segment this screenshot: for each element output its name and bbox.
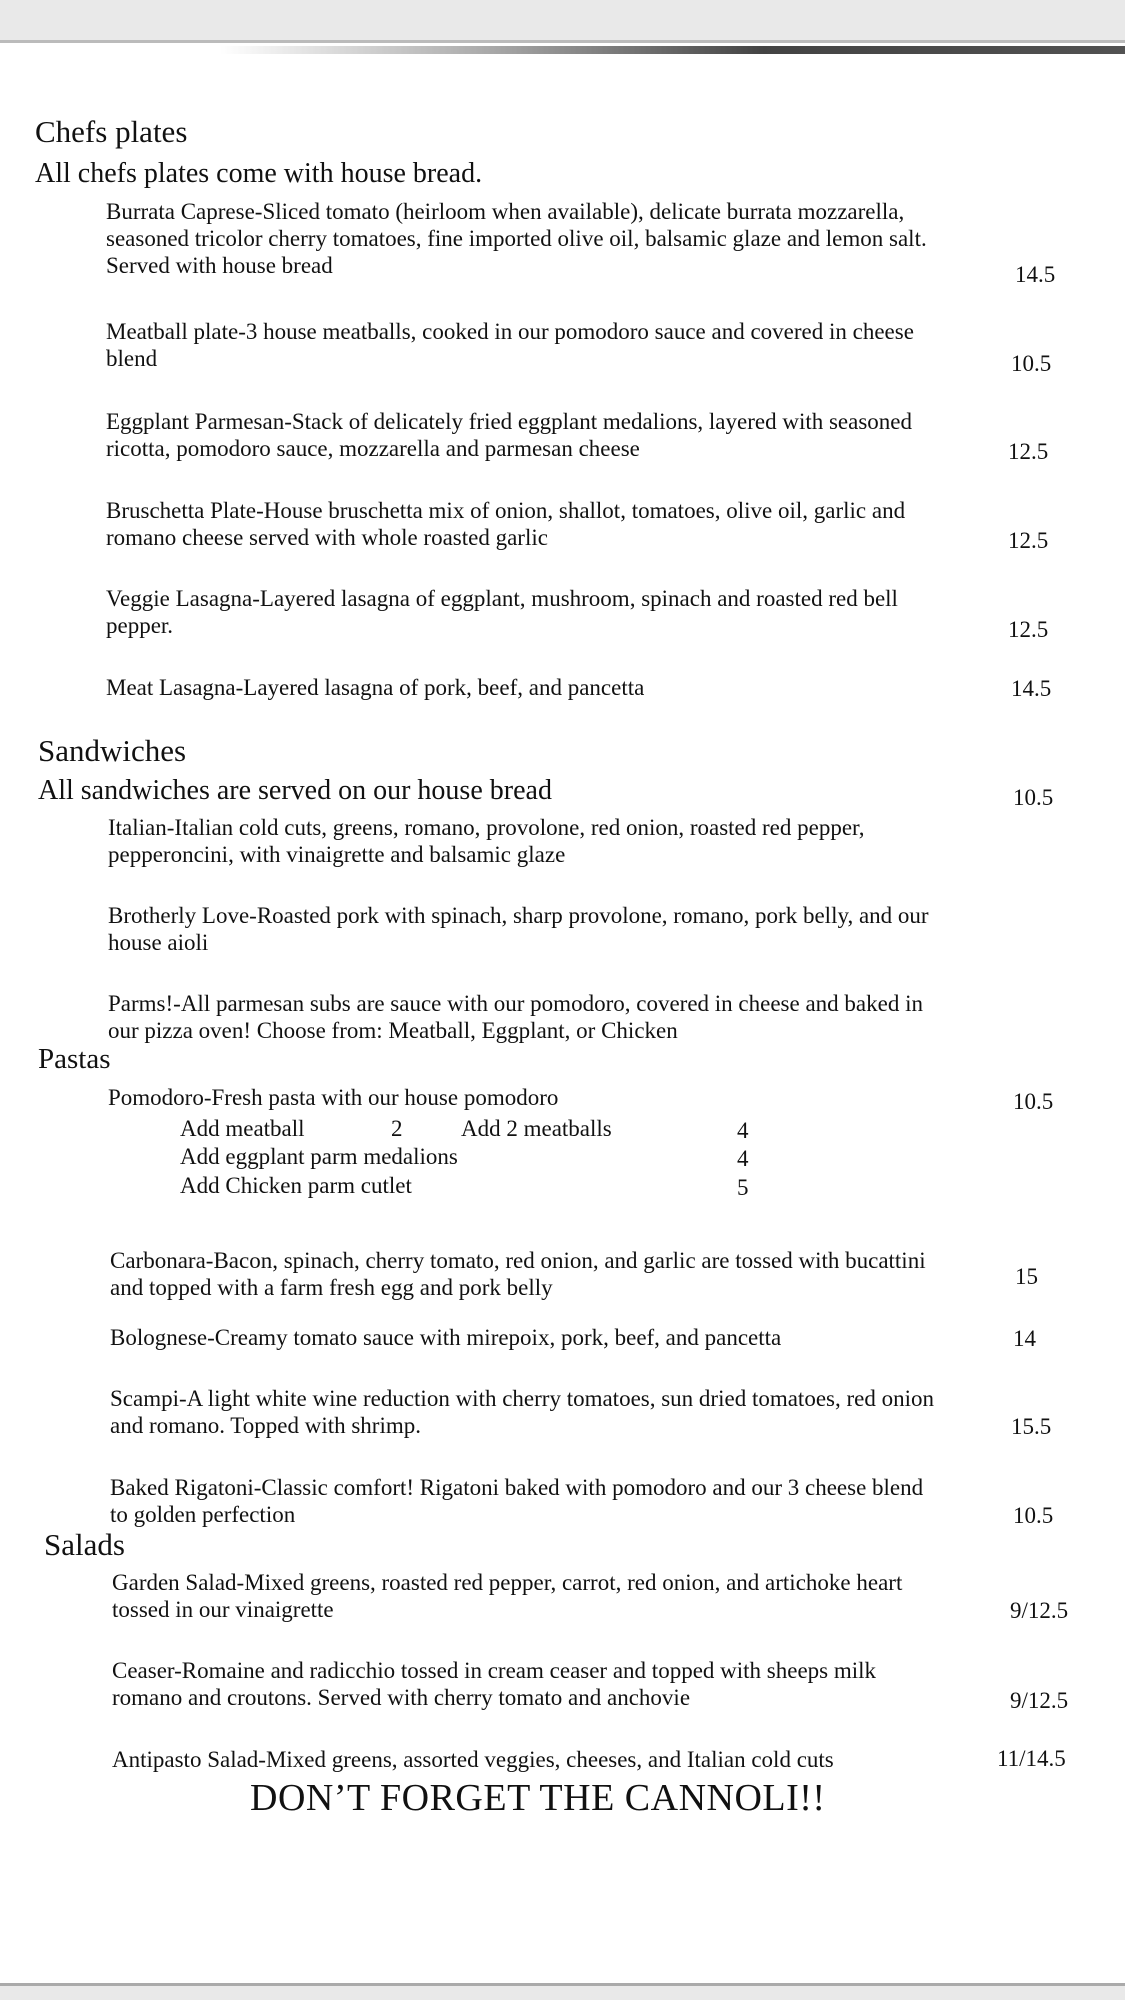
- menu-item: Bolognese-Creamy tomato sauce with mirepoix, pork, beef, and pancetta: [110, 1325, 782, 1350]
- menu-item: Antipasto Salad-Mixed greens, assorted veggies, cheeses, and Italian cold cuts: [112, 1747, 834, 1772]
- item-price: 15: [1015, 1264, 1038, 1289]
- item-price: 14: [1013, 1326, 1036, 1351]
- item-price: 12.5: [1008, 439, 1049, 464]
- chefs-intro: All chefs plates come with house bread.: [35, 158, 483, 189]
- closing-slogan: DON’T FORGET THE CANNOLI!!: [250, 1777, 826, 1819]
- item-price: 10.5: [1011, 351, 1052, 376]
- menu-item: Veggie Lasagna-Layered lasagna of eggplant, mushroom, spinach and roasted red bell pepper.: [106, 586, 898, 638]
- menu-item: Meatball plate-3 house meatballs, cooked in our pomodoro sauce and covered in cheese blend: [106, 319, 914, 371]
- addon-price: 5: [737, 1175, 749, 1200]
- item-price: 12.5: [1008, 528, 1049, 553]
- menu-item: Eggplant Parmesan-Stack of delicately fried eggplant medalions, layered with seasoned ricotta, pomodoro sauce, mozzarella and parmesan cheese: [106, 409, 913, 461]
- menu-item: Italian-Italian cold cuts, greens, romano, provolone, red onion, roasted red pepper, pepperoncini, with vinaigrette and balsamic glaze: [108, 815, 865, 867]
- top-scan-border: [0, 0, 1125, 43]
- bottom-scan-border: [0, 1983, 1125, 2000]
- menu-item: Ceaser-Romaine and radicchio tossed in cream ceaser and topped with sheeps milk romano and croutons. Served with cherry tomato and anchovie: [112, 1658, 877, 1710]
- addon-label: Add meatball: [180, 1116, 305, 1141]
- menu-item: Bruschetta Plate-House bruschetta mix of onion, shallot, tomatoes, olive oil, garlic and romano cheese served with whole roasted garlic: [106, 498, 906, 550]
- section-title-pastas: Pastas: [38, 1043, 111, 1075]
- menu-item: Brotherly Love-Roasted pork with spinach, sharp provolone, romano, pork belly, and our house aioli: [108, 903, 929, 955]
- item-price: 14.5: [1011, 676, 1052, 701]
- menu-item: Garden Salad-Mixed greens, roasted red pepper, carrot, red onion, and artichoke heart tossed in our vinaigrette: [112, 1570, 903, 1622]
- item-price: 15.5: [1011, 1414, 1052, 1439]
- sandwiches-intro: All sandwiches are served on our house bread: [38, 775, 552, 806]
- addon-price: 2: [391, 1116, 403, 1141]
- item-price: 9/12.5: [1010, 1598, 1069, 1623]
- addon-label: Add Chicken parm cutlet: [180, 1173, 412, 1198]
- addon-label: Add 2 meatballs: [461, 1116, 612, 1141]
- item-price: 10.5: [1013, 1503, 1054, 1528]
- section-title-salads: Salads: [44, 1527, 125, 1562]
- addon-price: 4: [737, 1146, 749, 1171]
- section-title-chefs: Chefs plates: [35, 114, 188, 149]
- addon-label: Add eggplant parm medalions: [180, 1144, 458, 1169]
- item-price: 14.5: [1015, 262, 1056, 287]
- item-price: 10.5: [1013, 1089, 1054, 1114]
- item-price: 11/14.5: [997, 1746, 1066, 1771]
- addon-price: 4: [737, 1118, 749, 1143]
- menu-item: Meat Lasagna-Layered lasagna of pork, beef, and pancetta: [106, 675, 645, 700]
- menu-item: Burrata Caprese-Sliced tomato (heirloom when available), delicate burrata mozzarella, seasoned tricolor cherry tomatoes, fine imported olive oil, balsamic glaze and lemon salt. Served with house bread: [106, 199, 927, 278]
- item-price: 12.5: [1008, 617, 1049, 642]
- top-edge-shadow: [220, 46, 1125, 54]
- menu-item-pomodoro: Pomodoro-Fresh pasta with our house pomodoro: [108, 1085, 559, 1110]
- sandwiches-price: 10.5: [1013, 785, 1054, 810]
- menu-item: Parms!-All parmesan subs are sauce with our pomodoro, covered in cheese and baked in our pizza oven! Choose from: Meatball, Eggplant, or Chicken: [108, 991, 923, 1043]
- menu-item: Baked Rigatoni-Classic comfort! Rigatoni baked with pomodoro and our 3 cheese blend to golden perfection: [110, 1475, 924, 1527]
- item-price: 9/12.5: [1010, 1688, 1069, 1713]
- section-title-sandwiches: Sandwiches: [38, 733, 187, 768]
- menu-item: Carbonara-Bacon, spinach, cherry tomato, red onion, and garlic are tossed with bucattini and topped with a farm fresh egg and pork belly: [110, 1248, 926, 1300]
- menu-item: Scampi-A light white wine reduction with cherry tomatoes, sun dried tomatoes, red onion and romano. Topped with shrimp.: [110, 1386, 934, 1438]
